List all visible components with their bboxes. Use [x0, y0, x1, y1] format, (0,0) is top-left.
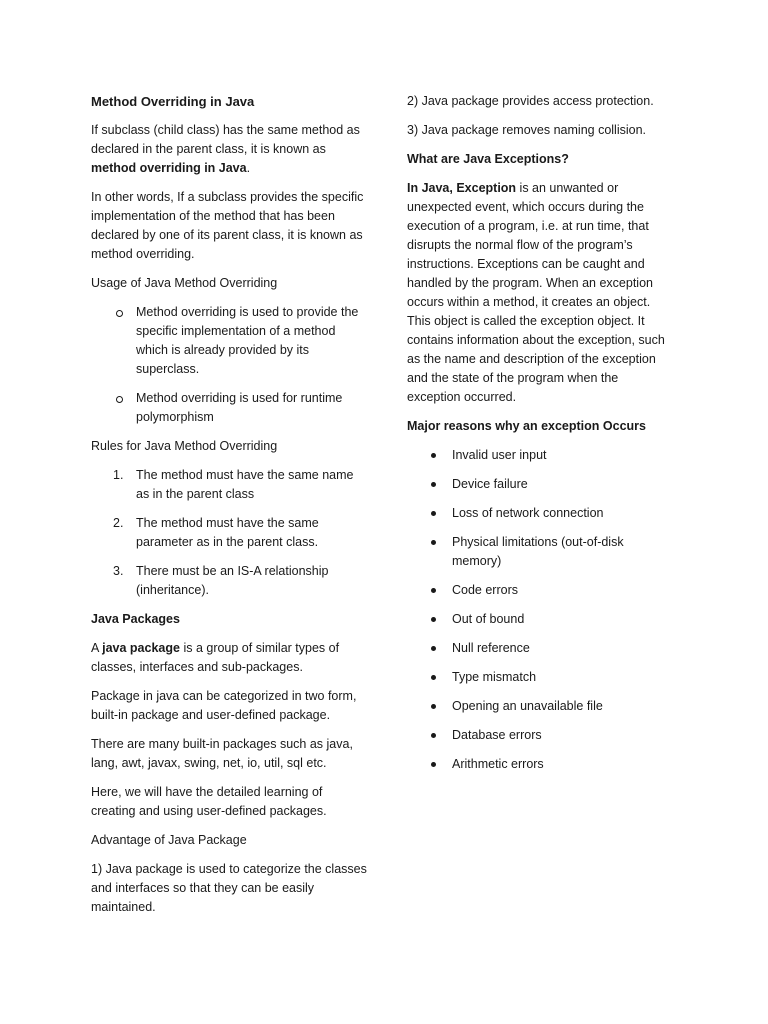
list-item-text: Invalid user input	[452, 448, 547, 462]
list-item-text: Method overriding is used for runtime polymorphism	[136, 391, 343, 424]
paragraph-exception-definition	[407, 179, 675, 407]
list-item	[407, 755, 675, 774]
list-item-text: There must be an IS-A relationship (inheritance).	[136, 564, 329, 597]
advantage-2: 2) Java package provides access protection.	[407, 94, 654, 108]
rules-list	[91, 466, 369, 600]
paragraph-user-defined: Here, we will have the detailed learning of creating and using user-defined packages.	[91, 785, 327, 818]
advantage-1: 1) Java package is used to categorize the classes and interfaces so that they can be easily maintained.	[91, 862, 367, 914]
section-title-java-packages: Java Packages	[91, 612, 180, 626]
list-item	[91, 389, 369, 427]
text: If subclass (child class) has the same method as declared in the parent class, it is known as	[91, 123, 360, 156]
text: is an unwanted or unexpected event, which occurs during the execution of a program, i.e. at run time, that disrupts the normal flow of the program’s instructions. Exceptions can be caught and handled by the program. When an exception occurs within a method, it creates an object. This object is called the exception object. It contains information about the exception, such as the name and description of the exception and the state of the program when the exception occurred.	[407, 181, 665, 404]
list-item-text: Physical limitations (out-of-disk memory)	[452, 535, 624, 568]
rules-heading: Rules for Java Method Overriding	[91, 439, 278, 453]
list-item-text: The method must have the same name as in the parent class	[136, 468, 354, 501]
list-item-text: Type mismatch	[452, 670, 537, 684]
bold-term: In Java, Exception	[407, 181, 517, 195]
paragraph-package-definition	[91, 639, 369, 677]
usage-heading: Usage of Java Method Overriding	[91, 276, 278, 290]
list-item	[407, 697, 675, 716]
list-item-text: The method must have the same parameter as in the parent class.	[136, 516, 319, 549]
usage-list	[91, 303, 369, 427]
list-item-text: Code errors	[452, 583, 518, 597]
text: A	[91, 641, 103, 655]
list-item	[91, 562, 369, 600]
paragraph-definition	[91, 121, 369, 178]
section-title-java-exceptions: What are Java Exceptions?	[407, 152, 569, 166]
section-title-major-reasons: Major reasons why an exception Occurs	[407, 419, 646, 433]
list-item-text: Database errors	[452, 728, 542, 742]
list-item-text: Arithmetic errors	[452, 757, 544, 771]
list-number: 2.	[113, 516, 124, 530]
paragraph-package-forms: Package in java can be categorized in two form, built-in package and user-defined package.	[91, 689, 357, 722]
list-item-text: Opening an unavailable file	[452, 699, 603, 713]
paragraph-other-words: In other words, If a subclass provides the specific implementation of the method that has been declared by one of its parent class, it is known as method overriding.	[91, 190, 364, 261]
list-item	[407, 504, 675, 523]
section-title-method-overriding: Method Overriding in Java	[91, 94, 255, 109]
list-item-text: Out of bound	[452, 612, 525, 626]
advantage-3: 3) Java package removes naming collision.	[407, 123, 647, 137]
list-item-text: Null reference	[452, 641, 530, 655]
bold-term: method overriding in Java	[91, 161, 247, 175]
list-number: 3.	[113, 564, 124, 578]
list-item	[407, 668, 675, 687]
list-item	[407, 610, 675, 629]
list-item	[407, 581, 675, 600]
bold-term: java package	[102, 641, 180, 655]
text: is a group of similar types of classes, interfaces and sub-packages.	[91, 641, 340, 674]
text: .	[246, 161, 251, 175]
list-item	[407, 639, 675, 658]
list-item-text: Device failure	[452, 477, 528, 491]
advantage-heading: Advantage of Java Package	[91, 833, 247, 847]
list-item-text: Method overriding is used to provide the specific implementation of a method which is already provided by its superclass.	[136, 305, 359, 376]
list-item-text: Loss of network connection	[452, 506, 604, 520]
list-item	[407, 475, 675, 494]
paragraph-builtin-packages: There are many built-in packages such as java, lang, awt, javax, swing, net, io, util, sql etc.	[91, 737, 353, 770]
list-item	[91, 303, 369, 379]
left-column	[91, 92, 369, 927]
list-item	[407, 726, 675, 745]
right-column	[407, 92, 675, 784]
list-number: 1.	[113, 468, 124, 482]
list-item	[91, 514, 369, 552]
list-item	[407, 533, 675, 571]
reasons-list	[407, 446, 675, 774]
list-item	[91, 466, 369, 504]
list-item	[407, 446, 675, 465]
